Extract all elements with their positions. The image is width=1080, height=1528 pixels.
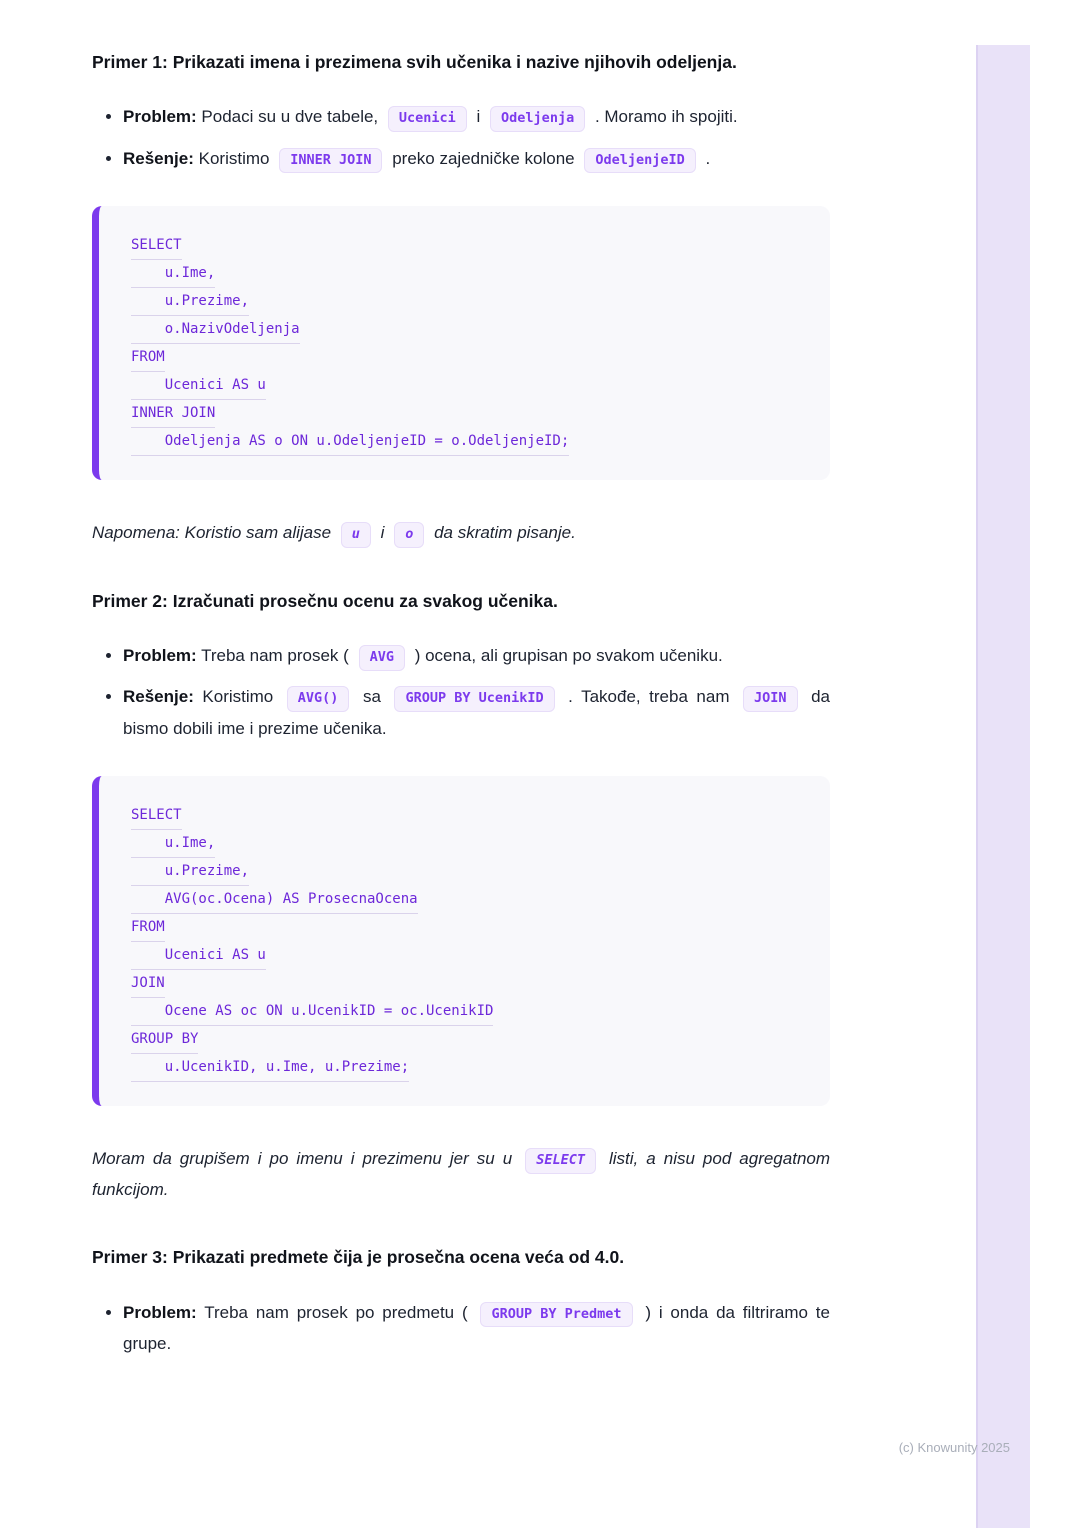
code-line [131,970,798,998]
code-line [131,260,798,288]
code-line-text: JOIN [131,970,165,998]
code-line-text: Ucenici AS u [131,942,266,970]
text-segment: Koristimo [202,687,274,707]
inline-code-chip: INNER JOIN [279,148,382,174]
text-segment: Treba nam prosek po predmetu ( [204,1302,468,1322]
code-line [131,858,798,886]
code-line-text: SELECT [131,802,182,830]
code-line-text: Odeljenja AS o ON u.OdeljenjeID = o.OdeljenjeID; [131,428,569,456]
code-line-text: u.UcenikID, u.Ime, u.Prezime; [131,1054,409,1082]
code-line-text: Ocene AS oc ON u.UcenikID = oc.UcenikID [131,998,493,1026]
code-line-text: u.Ime, [131,830,215,858]
text-segment: preko zajedničke kolone [392,148,575,168]
list-item-problem [123,1297,830,1360]
inline-code-chip: o [394,522,424,548]
code-line [131,428,798,456]
text-segment: i [380,523,385,543]
code-line-text: AVG(oc.Ocena) AS ProsecnaOcena [131,886,418,914]
text-segment: da skratim pisanje. [434,523,576,543]
solution-label: Rešenje: [123,687,194,707]
text-segment: Koristimo [198,148,270,168]
list-item-problem [123,101,830,132]
text-segment: . Takođe, treba nam [568,687,730,707]
problem-label: Problem: [123,645,197,665]
text-segment: da bismo dobili ime i prezime učenika. [123,687,831,738]
code-line-text: u.Ime, [131,260,215,288]
code-line [131,344,798,372]
inline-code-chip: OdeljenjeID [584,148,695,174]
list-item-solution [123,681,830,744]
code-line [131,802,798,830]
inline-code-chip: u [341,522,371,548]
problem-label: Problem: [123,107,197,127]
text-segment: listi, a nisu pod agregatnom funkcijom. [92,1149,831,1199]
code-line [131,1054,798,1082]
text-segment: . Moramo ih spojiti. [594,107,738,127]
note-group-by [92,1144,830,1205]
sql-code-block-2 [92,776,830,1106]
code-line [131,288,798,316]
code-line [131,942,798,970]
inline-code-chip: AVG [359,645,405,671]
inline-code-chip: GROUP BY UcenikID [394,686,554,712]
example1-bullet-list [92,101,830,174]
code-line [131,1026,798,1054]
list-item-solution [123,143,830,174]
code-line [131,372,798,400]
text-segment: . [705,148,711,168]
note-aliases [92,518,830,549]
text-segment: i [476,107,481,127]
example3-heading: Primer 3: Prikazati predmete čija je prosečna ocena veća od 4.0. [92,1247,625,1268]
code-line-text: FROM [131,344,165,372]
document-content [92,46,830,1392]
page-margin-strip [976,45,1030,1528]
inline-code-chip: GROUP BY Predmet [480,1302,632,1328]
text-segment: sa [362,687,381,707]
example3-bullet-list [92,1297,830,1360]
text-segment: Moram da grupišem i po imenu i prezimenu jer su u [92,1149,513,1169]
code-line [131,998,798,1026]
example1-heading: Primer 1: Prikazati imena i prezimena svih učenika i nazive njihovih odeljenja. [92,52,737,72]
list-item-problem [123,640,830,671]
text-segment: ) ocena, ali grupisan po svakom učeniku. [414,645,723,665]
text-segment: Podaci su u dve tabele, [201,107,379,127]
code-line-text: GROUP BY [131,1026,198,1054]
code-line [131,914,798,942]
example2-bullet-list [92,640,830,744]
code-line-text: Ucenici AS u [131,372,266,400]
solution-label: Rešenje: [123,148,194,168]
code-line [131,830,798,858]
code-line-text: u.Prezime, [131,288,249,316]
problem-label: Problem: [123,1302,197,1322]
code-line [131,232,798,260]
inline-code-chip: AVG() [287,686,350,712]
code-line [131,886,798,914]
code-line-text: INNER JOIN [131,400,215,428]
copyright-text: (c) Knowunity 2025 [898,1440,1010,1455]
example2-heading: Primer 2: Izračunati prosečnu ocenu za svakog učenika. [92,590,558,611]
sql-code-block-1 [92,206,830,480]
inline-code-chip: SELECT [525,1148,596,1174]
code-line-text: SELECT [131,232,182,260]
inline-code-chip: JOIN [743,686,798,712]
inline-code-chip: Ucenici [388,106,467,132]
text-segment: Treba nam prosek ( [201,645,349,665]
code-line-text: FROM [131,914,165,942]
inline-code-chip: Odeljenja [490,106,585,132]
code-line [131,400,798,428]
text-segment: ) i onda da filtriramo te grupe. [123,1302,830,1354]
code-line-text: u.Prezime, [131,858,249,886]
text-segment: Napomena: Koristio sam alijase [92,523,332,543]
code-line-text: o.NazivOdeljenja [131,316,300,344]
code-line [131,316,798,344]
